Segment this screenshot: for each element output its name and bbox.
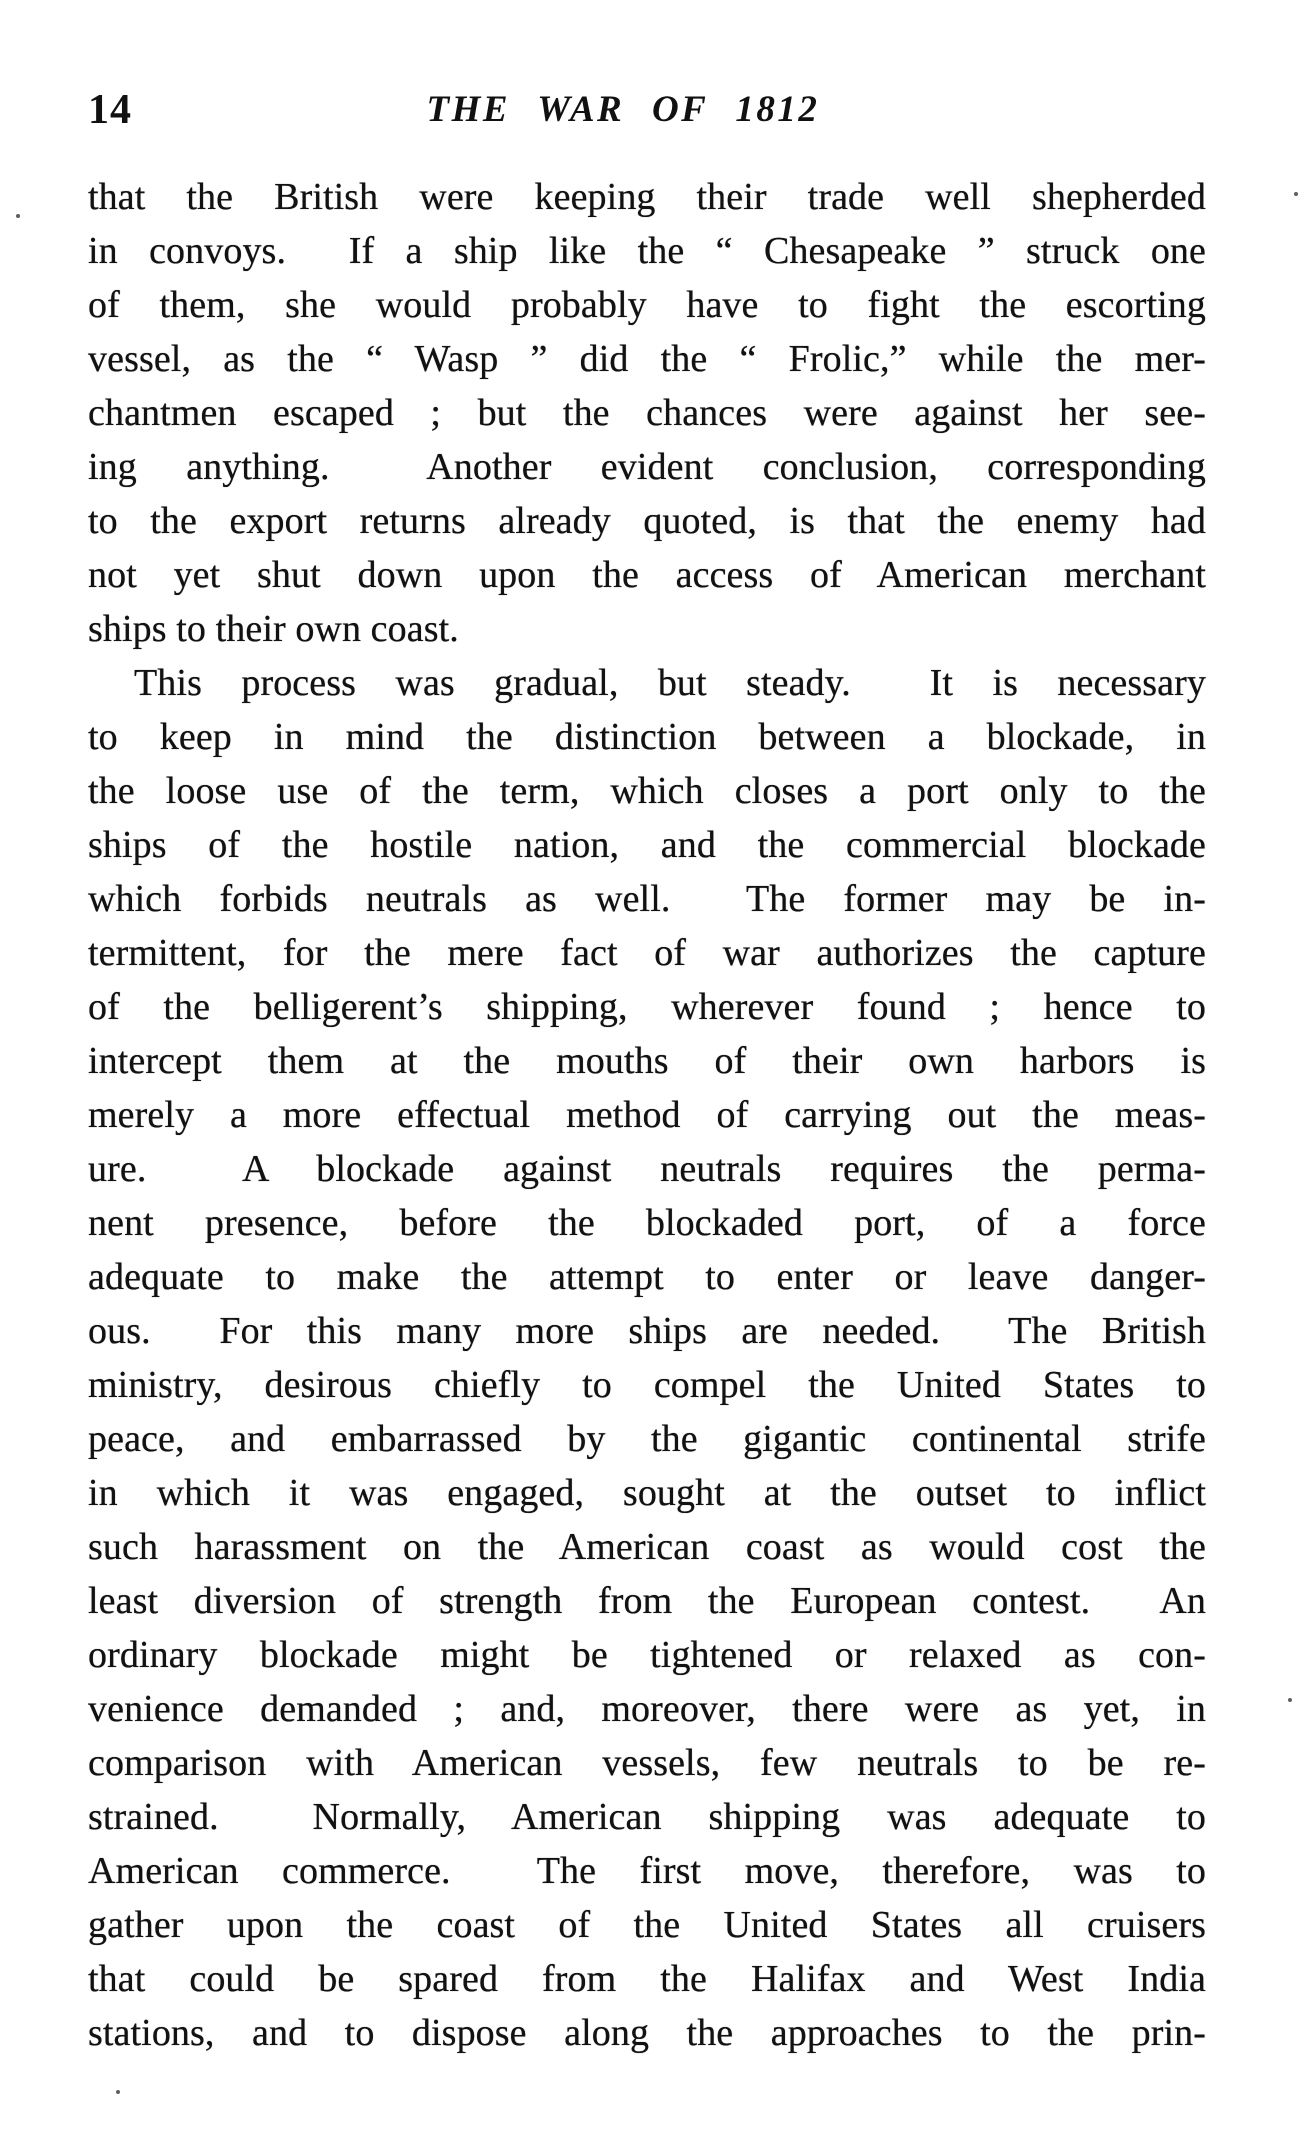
text-line: comparison with American vessels, few neutrals to be re- bbox=[88, 1742, 1206, 1784]
text-line: gather upon the coast of the United States all cruisers bbox=[88, 1904, 1206, 1946]
text-line: such harassment on the American coast as would cost the bbox=[88, 1526, 1206, 1568]
scan-artifact-speck bbox=[16, 214, 20, 218]
text-line: adequate to make the attempt to enter or leave danger- bbox=[88, 1256, 1206, 1298]
text-line: nent presence, before the blockaded port, of a force bbox=[88, 1202, 1206, 1244]
scan-artifact-speck bbox=[1288, 1698, 1292, 1702]
text-line: to the export returns already quoted, is that the enemy had bbox=[88, 500, 1206, 542]
text-line: strained. Normally, American shipping was adequate to bbox=[88, 1796, 1206, 1838]
text-line: American commerce. The first move, therefore, was to bbox=[88, 1850, 1206, 1892]
scan-artifact-speck bbox=[116, 2090, 120, 2094]
page-number: 14 bbox=[88, 87, 132, 133]
text-line: which forbids neutrals as well. The former may be in- bbox=[88, 878, 1206, 920]
body-text bbox=[88, 170, 1206, 2060]
text-line: merely a more effectual method of carrying out the meas- bbox=[88, 1094, 1206, 1136]
text-line: not yet shut down upon the access of American merchant bbox=[88, 554, 1206, 596]
page-header bbox=[88, 86, 1206, 138]
text-line: to keep in mind the distinction between a blockade, in bbox=[88, 716, 1206, 758]
text-line: ing anything. Another evident conclusion, corresponding bbox=[88, 446, 1206, 488]
text-line: This process was gradual, but steady. It is necessary bbox=[134, 662, 1206, 704]
text-line: ships of the hostile nation, and the commercial blockade bbox=[88, 824, 1206, 866]
text-line: intercept them at the mouths of their own harbors is bbox=[88, 1040, 1206, 1082]
text-line: least diversion of strength from the European contest. An bbox=[88, 1580, 1206, 1622]
text-line: ordinary blockade might be tightened or relaxed as con- bbox=[88, 1634, 1206, 1676]
text-line: that the British were keeping their trade well shepherded bbox=[88, 176, 1206, 218]
scan-artifact-speck bbox=[1294, 192, 1298, 196]
text-line: of the belligerent’s shipping, wherever found ; hence to bbox=[88, 986, 1206, 1028]
text-line: chantmen escaped ; but the chances were against her see- bbox=[88, 392, 1206, 434]
text-line: of them, she would probably have to fight the escorting bbox=[88, 284, 1206, 326]
text-line: ous. For this many more ships are needed. The British bbox=[88, 1310, 1206, 1352]
text-line: that could be spared from the Halifax and West India bbox=[88, 1958, 1206, 2000]
text-line: in which it was engaged, sought at the outset to inflict bbox=[88, 1472, 1206, 1514]
text-line: peace, and embarrassed by the gigantic continental strife bbox=[88, 1418, 1206, 1460]
text-line: ure. A blockade against neutrals requires the perma- bbox=[88, 1148, 1206, 1190]
text-line: termittent, for the mere fact of war authorizes the capture bbox=[88, 932, 1206, 974]
text-line: ships to their own coast. bbox=[88, 608, 459, 650]
text-line: in convoys. If a ship like the “ Chesapeake ” struck one bbox=[88, 230, 1206, 272]
text-line: the loose use of the term, which closes a port only to the bbox=[88, 770, 1206, 812]
text-line: stations, and to dispose along the approaches to the prin- bbox=[88, 2012, 1206, 2054]
text-line: ministry, desirous chiefly to compel the United States to bbox=[88, 1364, 1206, 1406]
running-title: THE WAR OF 1812 bbox=[426, 89, 820, 130]
text-line: vessel, as the “ Wasp ” did the “ Frolic,” while the mer- bbox=[88, 338, 1206, 380]
text-line: venience demanded ; and, moreover, there were as yet, in bbox=[88, 1688, 1206, 1730]
